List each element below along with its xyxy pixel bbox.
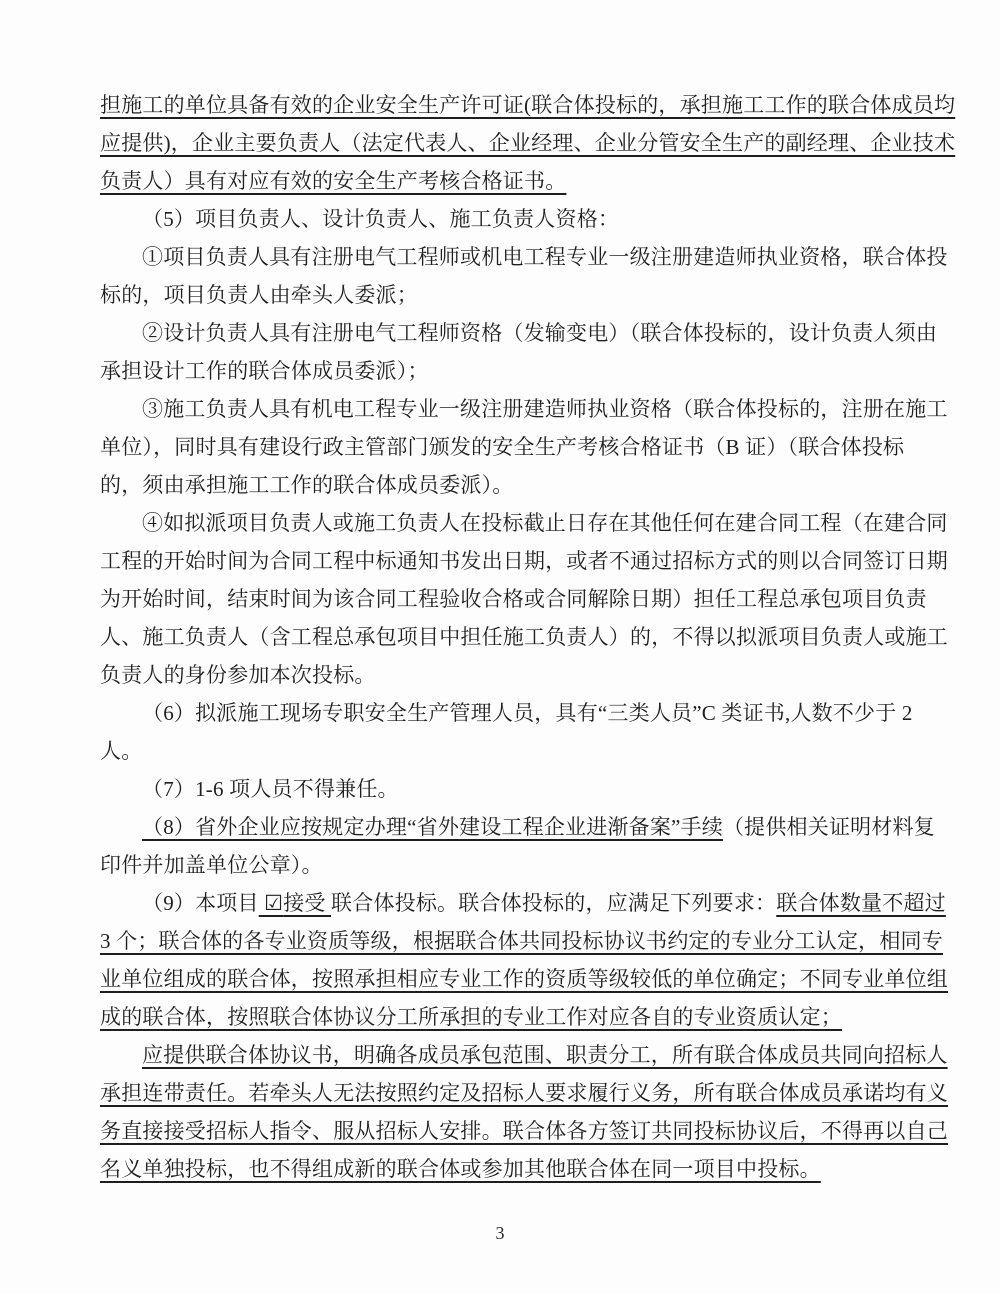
text-line (100, 808, 935, 846)
text-line (100, 580, 927, 618)
text-segment: 3 个；联合体的各专业资质等级，根据联合体共同投标协议书约定的专业分工认定，相同专 (100, 929, 943, 953)
text-line (100, 276, 924, 314)
text-segment: 应提供联合体协议书，明确各成员承包范围、职责分工，所有联合体成员共同向招标人 (142, 1043, 948, 1067)
text-segment: 工程的开始时间为合同工程中标通知书发出日期，或者不通过招标方式的则以合同签订日期 (100, 549, 948, 573)
text-line (100, 1112, 948, 1150)
page-number: 3 (495, 1223, 505, 1243)
text-segment: 人。 (100, 739, 143, 763)
text-line (100, 656, 924, 694)
text-line (100, 922, 943, 960)
text-line (100, 504, 948, 542)
text-segment: 承担设计工作的联合体成员委派）； (100, 359, 429, 383)
text-segment: （7）1-6 项人员不得兼任。 (142, 777, 399, 801)
text-line (100, 390, 948, 428)
text-segment: 印件并加盖单位公章）。 (100, 853, 323, 877)
text-segment: ③施工负责人具有机电工程专业一级注册建造师执业资格（联合体投标的，注册在施工 (142, 397, 948, 421)
text-segment: （提供相关证明材料复 (722, 815, 935, 839)
text-segment: （6）拟派施工现场专职安全生产管理人员，具有“三类人员”C 类证书,人数不少于 2 (142, 701, 913, 725)
text-line (100, 162, 924, 200)
text-line (100, 428, 924, 466)
text-segment: 为开始时间，结束时间为该合同工程验收合格或合同解除日期）担任工程总承包项目负责 (100, 587, 927, 611)
text-segment: （9）本项目 (142, 891, 259, 915)
text-line (100, 770, 924, 808)
text-segment: 担施工的单位具备有效的企业安全生产许可证(联合体投标的，承担施工工作的联合体成员均 (100, 93, 956, 117)
text-line (100, 1150, 924, 1188)
text-line (100, 124, 956, 162)
document-body (100, 86, 956, 1188)
text-segment: 应提供)，企业主要负责人（法定代表人、企业经理、企业分管安全生产的副经理、企业技术 (100, 131, 956, 155)
text-segment: 名义单独投标，也不得组成新的联合体或参加其他联合体在同一项目中投标。 (100, 1157, 821, 1181)
text-line (100, 1074, 948, 1112)
text-line (100, 884, 946, 922)
text-segment: 负责人的身份参加本次投标。 (100, 663, 376, 687)
text-line (100, 732, 924, 770)
text-line (100, 846, 924, 884)
text-segment: （5）项目负责人、设计负责人、施工负责人资格： (142, 207, 620, 231)
text-segment: 成的联合体，按照联合体协议分工所承担的专业工作对应各自的专业资质认定； (100, 1005, 842, 1029)
text-line (100, 352, 924, 390)
text-segment: 人、施工负责人（含工程总承包项目中担任施工负责人）的，不得以拟派项目负责人或施工 (100, 625, 948, 649)
text-line (100, 694, 924, 732)
text-line (100, 466, 924, 504)
text-segment: 务直接接受招标人指令、服从招标人安排。联合体各方签订共同投标协议后，不得再以自己 (100, 1119, 948, 1143)
text-line (100, 960, 948, 998)
text-line (100, 314, 938, 352)
text-line (100, 86, 956, 124)
text-segment: 负责人）具有对应有效的安全生产考核合格证书。 (100, 169, 567, 193)
text-line (100, 1036, 948, 1074)
text-line (100, 998, 924, 1036)
text-line (100, 200, 924, 238)
text-segment: 的，须由承担施工工作的联合体成员委派）。 (100, 473, 514, 497)
text-segment: 联合体投标。联合体投标的，应满足下列要求： (331, 891, 777, 915)
text-segment: ④如拟派项目负责人或施工负责人在投标截止日存在其他任何在建合同工程（在建合同 (142, 511, 948, 535)
text-line (100, 238, 948, 276)
text-line (100, 542, 948, 580)
checkbox-checked-icon: ☑ (258, 891, 284, 915)
text-segment: 单位），同时具有建设行政主管部门颁发的安全生产考核合格证书（B 证）（联合体投标 (100, 435, 905, 459)
text-segment: 业单位组成的联合体，按照承担相应专业工作的资质等级较低的单位确定；不同专业单位组 (100, 967, 948, 991)
text-segment: 接受 (283, 891, 332, 915)
text-segment: （8）省外企业应按规定办理“省外建设工程企业进渐备案”手续 (142, 815, 723, 839)
text-line (100, 618, 948, 656)
text-segment: ①项目负责人具有注册电气工程师或机电工程专业一级注册建造师执业资格，联合体投 (142, 245, 948, 269)
text-segment: 标的，项目负责人由牵头人委派； (100, 283, 418, 307)
text-segment: 承担连带责任。若牵头人无法按照约定及招标人要求履行义务，所有联合体成员承诺均有义 (100, 1081, 948, 1105)
text-segment: 联合体数量不超过 (776, 891, 946, 915)
text-segment: ②设计负责人具有注册电气工程师资格（发输变电）（联合体投标的，设计负责人须由 (142, 321, 938, 345)
